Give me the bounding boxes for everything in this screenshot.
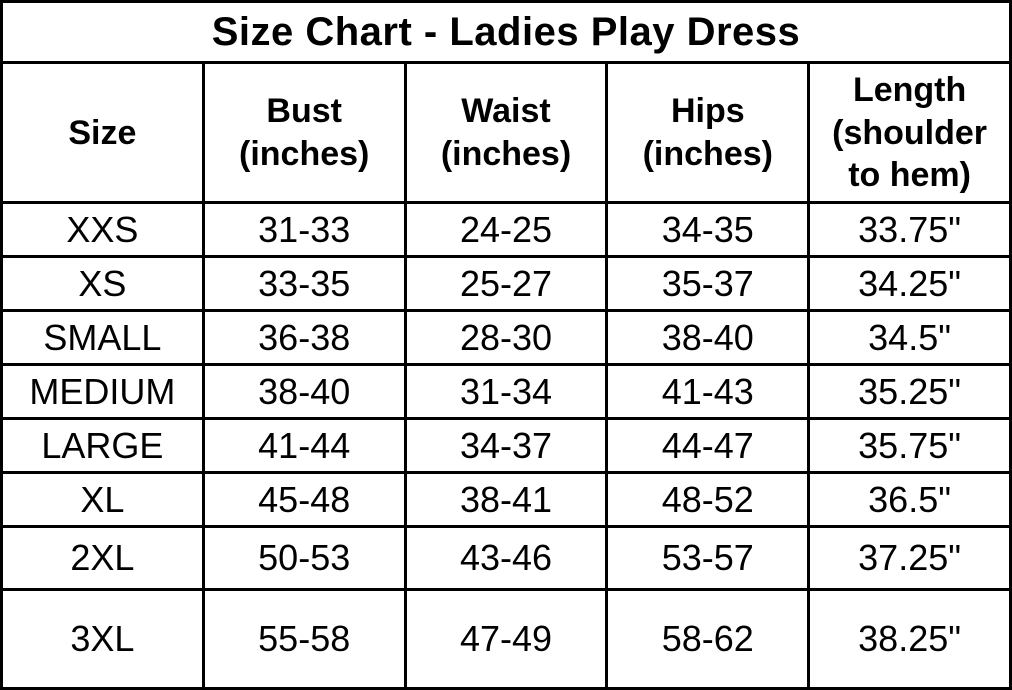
length-cell: 38.25" (809, 590, 1011, 689)
length-cell: 36.5" (809, 473, 1011, 527)
length-cell: 33.75" (809, 203, 1011, 257)
hips-cell: 38-40 (607, 311, 809, 365)
table-row-xl (2, 473, 1011, 527)
hips-cell: 58-62 (607, 590, 809, 689)
size-cell: XS (2, 257, 204, 311)
bust-cell: 31-33 (203, 203, 405, 257)
length-cell: 34.5" (809, 311, 1011, 365)
hips-cell: 41-43 (607, 365, 809, 419)
title-row (2, 2, 1011, 63)
waist-cell: 47-49 (405, 590, 607, 689)
waist-cell: 28-30 (405, 311, 607, 365)
column-header-bust: Bust (inches) (203, 63, 405, 203)
hips-cell: 34-35 (607, 203, 809, 257)
size-cell: SMALL (2, 311, 204, 365)
bust-cell: 36-38 (203, 311, 405, 365)
size-cell: MEDIUM (2, 365, 204, 419)
size-cell: LARGE (2, 419, 204, 473)
hips-cell: 53-57 (607, 527, 809, 590)
table-row-small (2, 311, 1011, 365)
column-header-length: Length (shoulder to hem) (809, 63, 1011, 203)
waist-cell: 38-41 (405, 473, 607, 527)
bust-cell: 41-44 (203, 419, 405, 473)
length-cell: 35.75" (809, 419, 1011, 473)
column-header-hips: Hips (inches) (607, 63, 809, 203)
header-row (2, 63, 1011, 203)
hips-cell: 44-47 (607, 419, 809, 473)
hips-cell: 48-52 (607, 473, 809, 527)
waist-cell: 43-46 (405, 527, 607, 590)
bust-cell: 33-35 (203, 257, 405, 311)
waist-cell: 34-37 (405, 419, 607, 473)
bust-cell: 50-53 (203, 527, 405, 590)
waist-cell: 24-25 (405, 203, 607, 257)
table-row-xs (2, 257, 1011, 311)
bust-cell: 45-48 (203, 473, 405, 527)
column-header-size: Size (2, 63, 204, 203)
table-row-large (2, 419, 1011, 473)
waist-cell: 25-27 (405, 257, 607, 311)
bust-cell: 55-58 (203, 590, 405, 689)
column-header-waist: Waist (inches) (405, 63, 607, 203)
size-cell: 3XL (2, 590, 204, 689)
length-cell: 34.25" (809, 257, 1011, 311)
page-title: Size Chart - Ladies Play Dress (2, 2, 1011, 63)
length-cell: 37.25" (809, 527, 1011, 590)
hips-cell: 35-37 (607, 257, 809, 311)
table-row-3xl (2, 590, 1011, 689)
table-row-2xl (2, 527, 1011, 590)
size-cell: XL (2, 473, 204, 527)
size-cell: XXS (2, 203, 204, 257)
length-cell: 35.25" (809, 365, 1011, 419)
waist-cell: 31-34 (405, 365, 607, 419)
size-cell: 2XL (2, 527, 204, 590)
table-row-xxs (2, 203, 1011, 257)
bust-cell: 38-40 (203, 365, 405, 419)
table-row-medium (2, 365, 1011, 419)
